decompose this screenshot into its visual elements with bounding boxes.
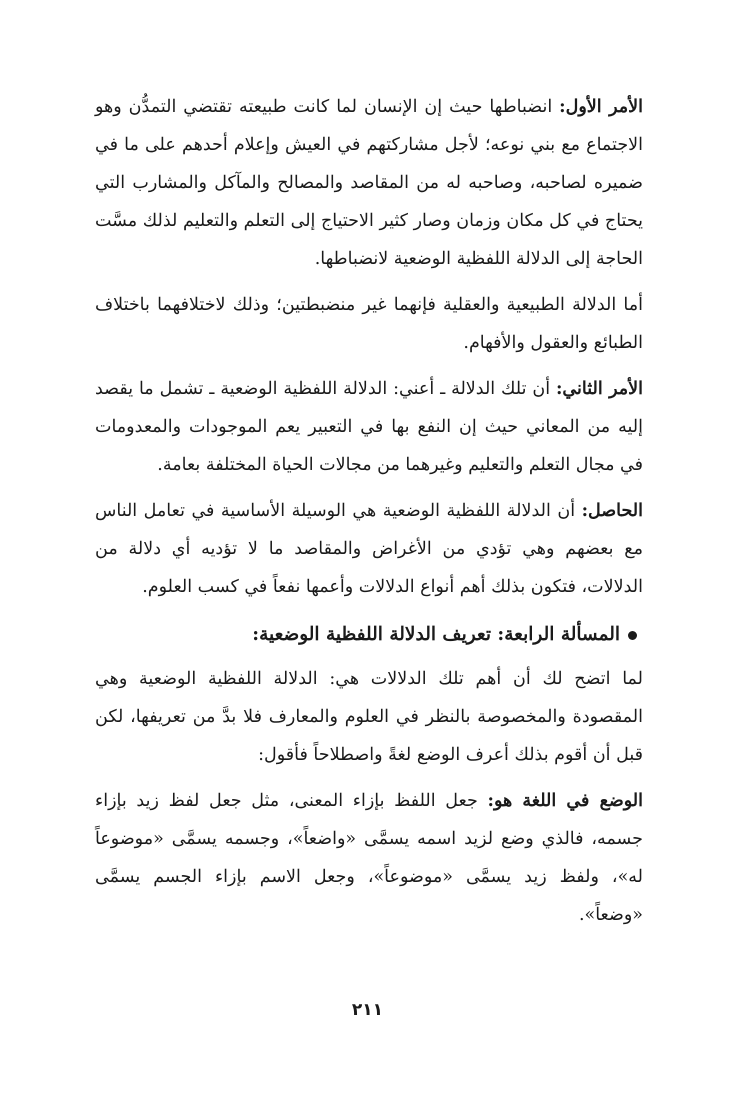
section-heading-text: المسألة الرابعة: تعريف الدلالة اللفظية الوضعية: [252,624,620,645]
paragraph-text: أما الدلالة الطبيعية والعقلية فإنهما غير منضبطتين؛ وذلك لاختلافهما باختلاف الطبائع والعقول والأفهام. [95,295,643,353]
section-heading [95,616,643,654]
paragraph-linguistic-definition [95,782,643,934]
paragraph-text: جعل اللفظ بإزاء المعنى، مثل جعل لفظ زيد بإزاء جسمه، فالذي وضع لزيد اسمه يسمَّى «واضعاً»، وجسمه يسمَّى «موضوعاً له»، ولفظ زيد يسمَّى «موضوعاً»، وجعل الاسم بإزاء الجسم يسمَّى «وضعاً». [95,791,643,925]
paragraph-conclusion [95,492,643,606]
paragraph-natural-rational [95,286,643,362]
paragraph-first-matter [95,88,643,278]
paragraph-text: أن الدلالة اللفظية الوضعية هي الوسيلة الأساسية في تعامل الناس مع بعضهم وهي تؤدي من الأغراض والمقاصد ما لا تؤديه أي دلالة من الدلالات، فتكون بذلك أهم أنواع الدلالات وأعمها نفعاً في كسب العلوم. [95,501,643,597]
paragraph-second-matter [95,370,643,484]
paragraph-text: أن تلك الدلالة ـ أعني: الدلالة اللفظية الوضعية ـ تشمل ما يقصد إليه من المعاني حيث إن النفع بها في التعبير يعم الموجودات والمعدومات في مجال التعلم والتعليم وغيرهما من مجالات الحياة المختلفة بعامة. [95,379,643,475]
page-body [95,88,643,942]
page-number: ٢١١ [351,1000,384,1020]
paragraph-lead: الأمر الثاني: [555,379,643,399]
paragraph-introduction [95,660,643,774]
paragraph-text: لما اتضح لك أن أهم تلك الدلالات هي: الدلالة اللفظية الوضعية وهي المقصودة والمخصوصة بالنظر في العلوم والمعارف فلا بدَّ من تعريفها، لكن قبل أن أقوم بذلك أعرف الوضع لغةً واصطلاحاً فأقول: [95,669,643,765]
paragraph-lead: الحاصل: [581,501,643,521]
paragraph-lead: الأمر الأول: [559,97,643,117]
paragraph-lead: الوضع في اللغة هو: [487,791,643,811]
bullet-icon [628,631,637,640]
paragraph-text: انضباطها حيث إن الإنسان لما كانت طبيعته تقتضي التمدُّن وهو الاجتماع مع بني نوعه؛ لأجل مشاركتهم في العيش وإعلام أحدهم على ما في ضميره لصاحبه، وصاحبه له من المقاصد والمصالح والمآكل والمشارب التي يحتاج في كل مكان وزمان وصار كثير الاحتياج إلى التعلم والتعليم لذلك مسَّت الحاجة إلى الدلالة اللفظية الوضعية لانضباطها. [95,97,643,269]
